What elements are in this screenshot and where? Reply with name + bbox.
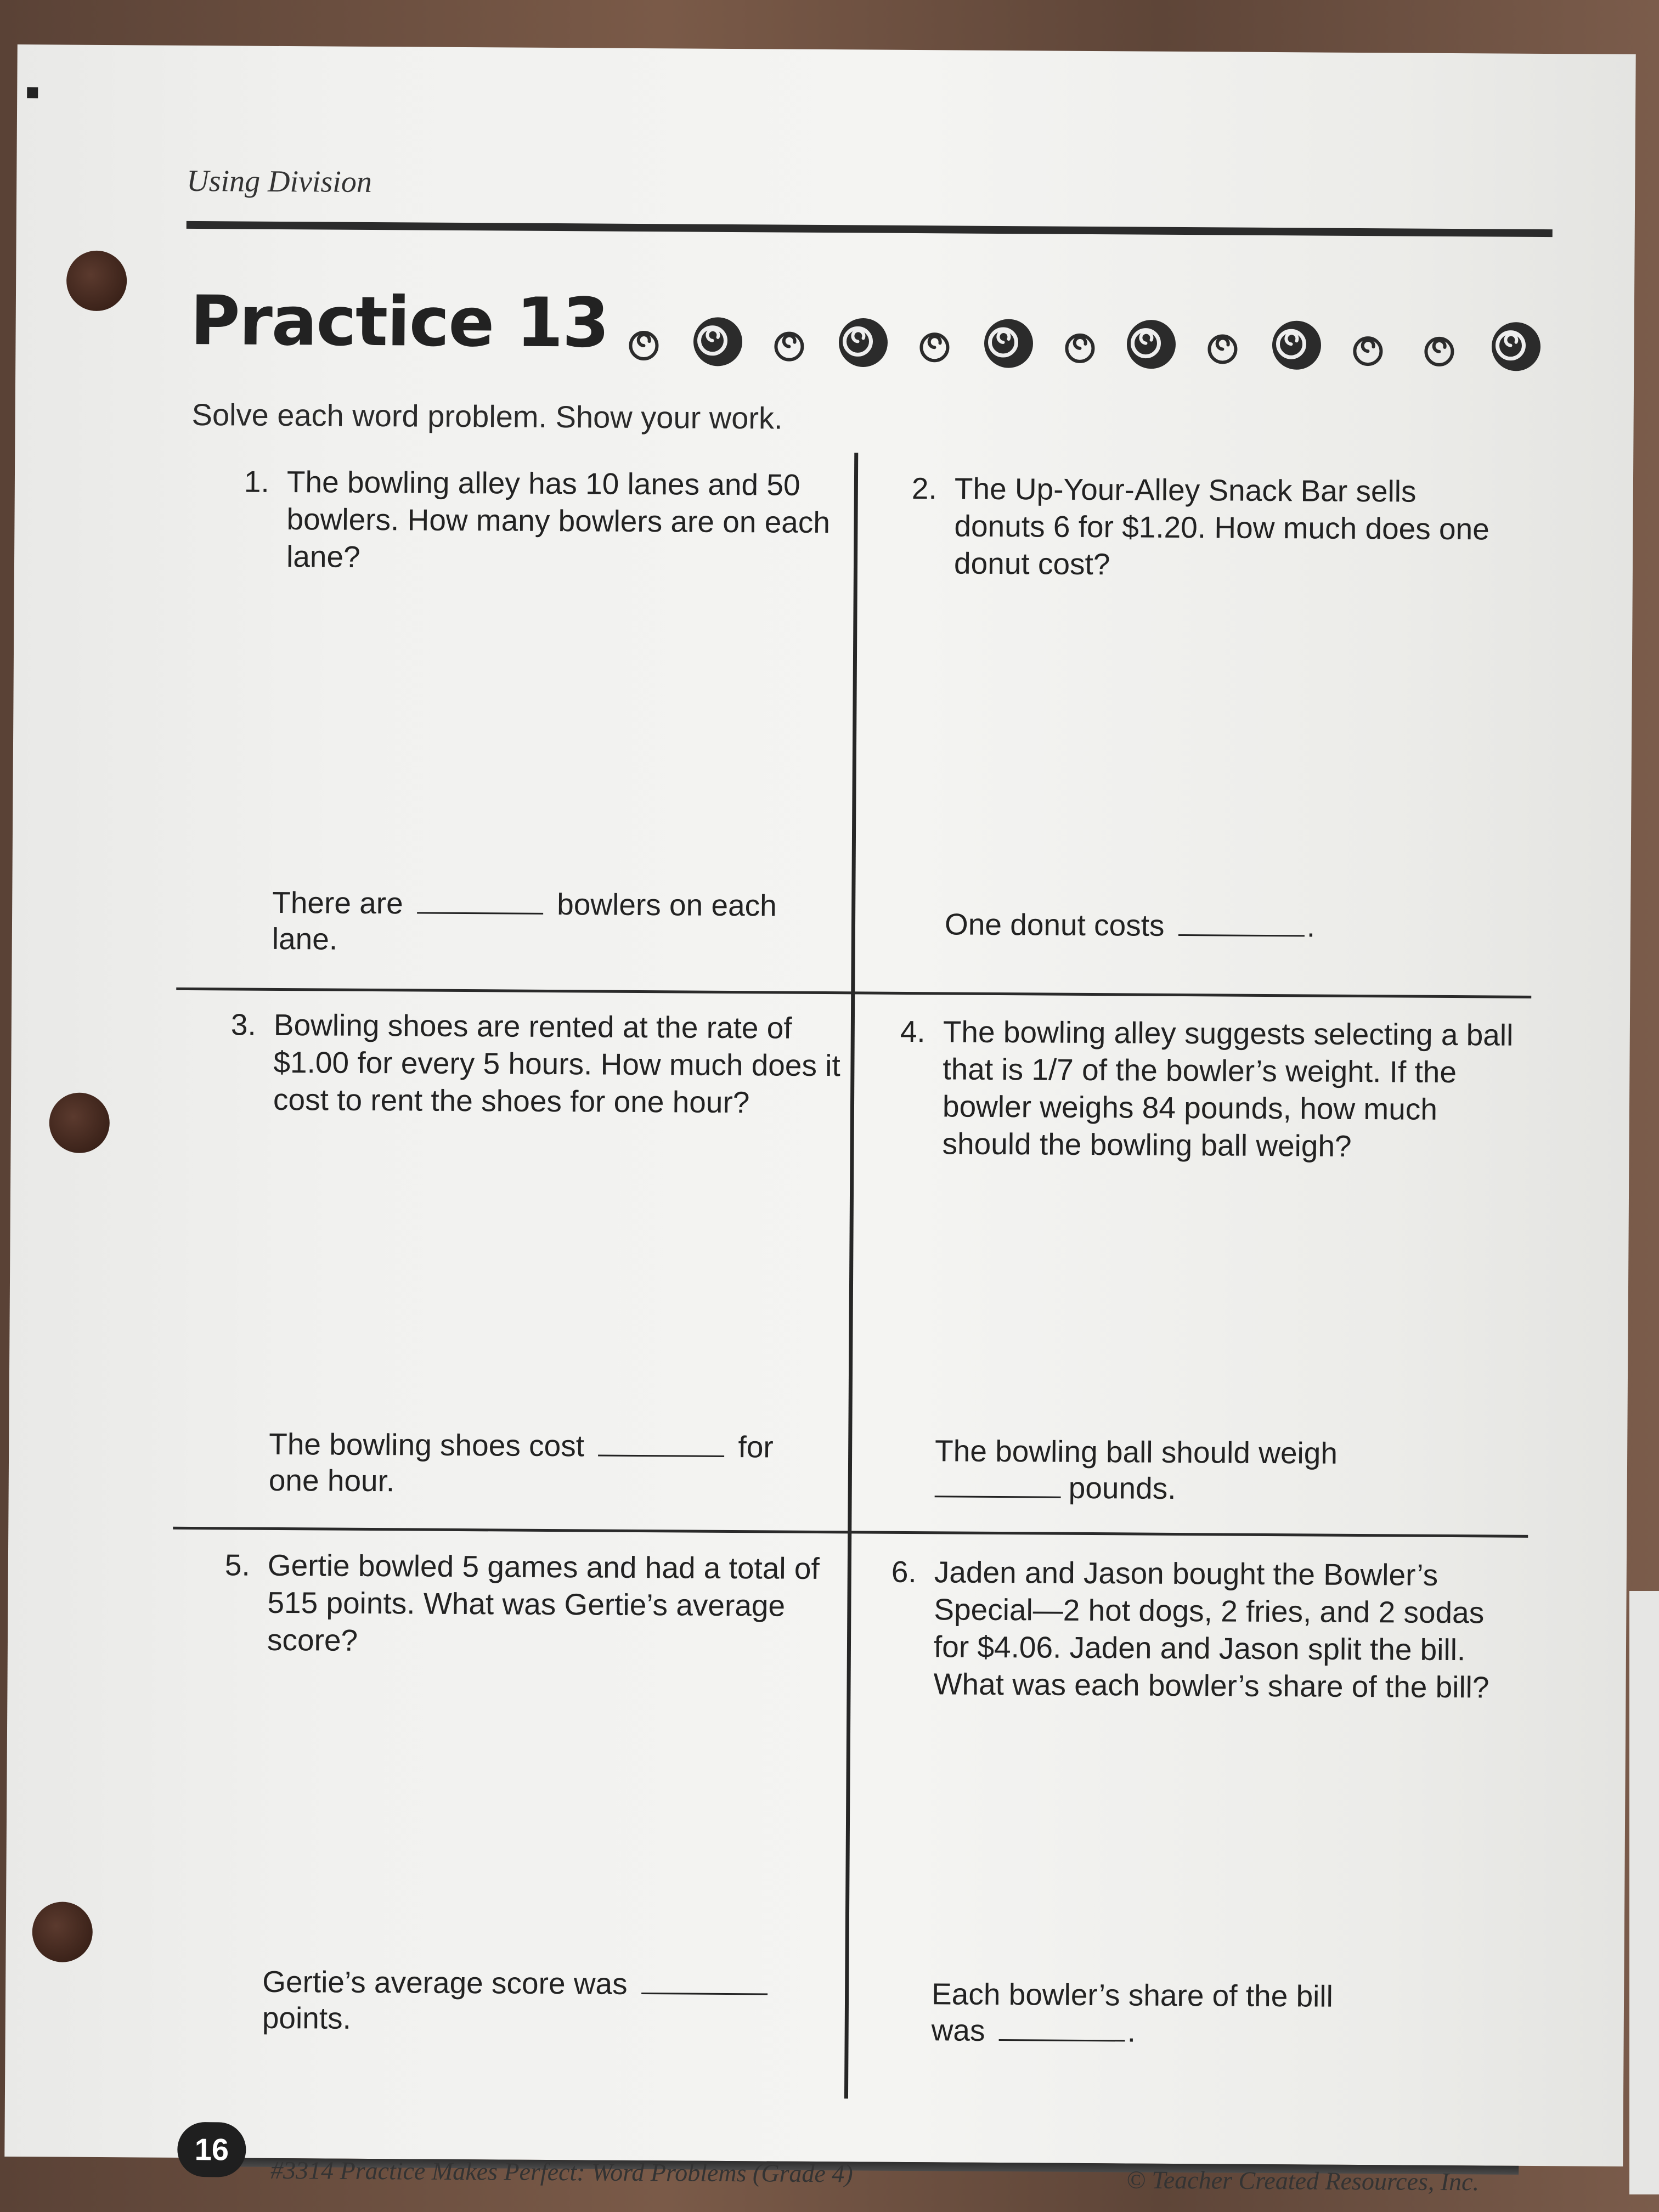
large-swirl-icon <box>693 318 742 366</box>
answer-3 <box>269 1426 840 1502</box>
problem-text: The Up-Your-Alley Snack Bar sells donuts 6 for $1.20. How much does one donut cost? <box>953 471 1489 582</box>
problem-text: The bowling alley has 10 lanes and 50 bowlers. How many bowlers are on each lane? <box>286 465 831 574</box>
page-title: Practice 13 <box>190 281 609 363</box>
answer-2 <box>945 906 1515 945</box>
problem-number: 3. <box>230 1007 256 1042</box>
book-title: #3314 Practice Makes Perfect: Word Problems (Grade 4) <box>270 2155 853 2188</box>
swirl-decoration <box>622 307 1555 384</box>
worksheet-page <box>4 44 1635 2196</box>
small-swirl-icon <box>1209 336 1235 362</box>
binder-hole-middle <box>49 1092 110 1153</box>
grid-vertical-divider <box>844 453 858 2098</box>
answer-text: was <box>931 2013 985 2047</box>
answer-text: One donut costs <box>944 907 1165 943</box>
small-swirl-icon <box>630 332 657 359</box>
page-number-badge: 16 <box>177 2122 246 2177</box>
answer-text: There are <box>272 885 403 921</box>
answer-text: . <box>1306 909 1316 944</box>
underlying-paper-edge <box>1629 1591 1659 2194</box>
problem-1 <box>244 463 848 579</box>
answer-text: one hour. <box>268 1463 395 1498</box>
answer-4 <box>935 1432 1506 1508</box>
answer-5 <box>262 1963 839 2039</box>
problem-text: Gertie bowled 5 games and had a total of 515 points. What was Gertie’s average score? <box>267 1548 820 1657</box>
answer-blank[interactable] <box>935 1496 1061 1498</box>
small-swirl-icon <box>921 334 947 360</box>
section-subtitle: Using Division <box>187 163 373 199</box>
answer-6 <box>932 1976 1503 2051</box>
answer-blank[interactable] <box>598 1455 724 1457</box>
problem-number: 2. <box>911 471 937 506</box>
problem-number: 5. <box>224 1548 250 1582</box>
answer-text: The bowling ball should weigh <box>934 1434 1338 1470</box>
problem-text: Bowling shoes are rented at the rate of $1.00 for every 5 hours. How much does it cost to rent the shoes for one hour? <box>273 1007 840 1120</box>
large-swirl-icon <box>1272 321 1321 370</box>
problem-3 <box>230 1006 845 1121</box>
small-swirl-icon <box>1426 338 1452 365</box>
problem-2 <box>911 470 1515 585</box>
problem-4 <box>899 1013 1526 1166</box>
answer-blank[interactable] <box>641 1993 768 1995</box>
large-swirl-icon <box>1127 320 1176 369</box>
small-swirl-icon <box>776 333 802 359</box>
answer-text: points. <box>262 2000 352 2035</box>
answer-text: Gertie’s average score was <box>262 1964 628 2001</box>
corner-mark <box>27 87 38 98</box>
binder-hole-bottom <box>32 1901 93 1962</box>
large-swirl-icon <box>839 318 888 367</box>
answer-blank[interactable] <box>999 2039 1125 2041</box>
answer-text: pounds. <box>1068 1470 1176 1505</box>
problem-5 <box>224 1546 839 1662</box>
answer-text: lane. <box>272 921 338 956</box>
answer-1 <box>272 884 843 960</box>
publisher-credit: © Teacher Created Resources, Inc. <box>1126 2165 1480 2196</box>
answer-blank[interactable] <box>417 912 543 915</box>
small-swirl-icon <box>1066 335 1093 362</box>
answer-text: bowlers on each <box>557 887 777 923</box>
answer-blank[interactable] <box>1178 934 1305 936</box>
binder-hole-top <box>66 251 127 312</box>
answer-text: The bowling shoes cost <box>269 1426 585 1463</box>
answer-text: . <box>1127 2014 1136 2049</box>
large-swirl-icon <box>984 319 1033 368</box>
instructions: Solve each word problem. Show your work. <box>191 397 783 436</box>
title-rule <box>187 221 1553 237</box>
small-swirl-icon <box>1355 338 1381 364</box>
problem-number: 4. <box>900 1014 926 1049</box>
problem-6 <box>890 1553 1522 1706</box>
problem-number: 6. <box>891 1554 917 1589</box>
answer-text: Each bowler’s share of the bill <box>931 1977 1334 2013</box>
problem-text: Jaden and Jason bought the Bowler’s Special—2 hot dogs, 2 fries, and 2 sodas for $4.06. Jaden and Jason split the bill. What was each bowler’s share of the bill? <box>933 1555 1489 1705</box>
problem-number: 1. <box>244 464 269 499</box>
large-swirl-icon <box>1492 322 1541 371</box>
problem-text: The bowling alley suggests selecting a ball that is 1/7 of the bowler’s weight. If the bowler weighs 84 pounds, how much should the bowling ball weigh? <box>942 1014 1514 1163</box>
answer-text: for <box>738 1430 774 1464</box>
